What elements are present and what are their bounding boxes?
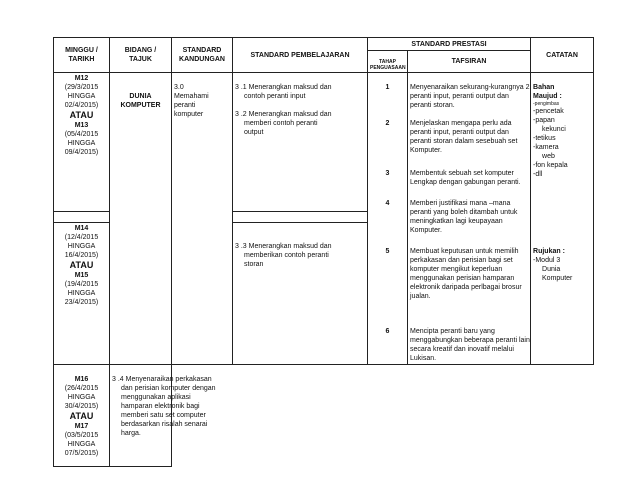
sp-cell-2: 3 .3 Menerangkan maksud dan memberikan contoh peranti storan	[233, 222, 368, 364]
tafsiran-tahap-1: Menyenaraikan sekurang-kurangnya 2 peranti input, peranti output dan peranti storan.	[410, 84, 530, 109]
tafsiran-tahap-4: Memberi justifikasi mana –mana peranti yang boleh ditambah untuk meningkatkan lagi keupayaan Komputer.	[410, 200, 518, 234]
sp-cell-3: 3 .4 Menyenaraikan perkakasan dan perisian komputer dengan menggunakan aplikasi hamparan elektronik bagi memberi satu set computer berdasarkan risalah senarai harga.	[110, 365, 172, 467]
header-catatan: CATATAN	[531, 38, 594, 73]
standard-kandungan-cell: 3.0 Memahami peranti komputer	[172, 73, 233, 365]
header-row	[54, 38, 594, 51]
tafsiran-tahap-5: Membuat keputusan untuk memilih perkakasan dan perisian bagi set komputer mengikut keperluan menggunakan perisian hamparan elektronik daripada perlbagai brosur jualan.	[410, 248, 522, 300]
week-cell-3: M16 (26/4/2015 HINGGA 30/4/2015) ATAU M17 (03/5/2015 HINGGA 07/5/2015)	[54, 365, 110, 467]
header-standard-pembelajaran: STANDARD PEMBELAJARAN	[233, 38, 368, 73]
tafsiran-tahap-3: Membentuk sebuah set komputer Lengkap dengan gabungan peranti.	[410, 170, 521, 186]
tahap-cell: 1 2 3 4 5 6	[368, 73, 408, 365]
rpt-table	[53, 37, 594, 467]
header-bidang: BIDANG / TAJUK	[110, 38, 172, 73]
bidang-cell: DUNIA KOMPUTER	[110, 73, 172, 365]
week-cell-1: M12 (29/3/2015 HINGGA 02/4/2015) ATAU M13 (05/4/2015 HINGGA 09/4/2015)	[54, 73, 110, 212]
header-tahap: TAHAP PENGUASAAN	[368, 51, 408, 73]
tafsiran-tahap-2: Menjelaskan mengapa perlu ada peranti input, peranti output dan peranti storan dalam sesebuah set Komputer.	[410, 120, 518, 154]
header-standard-prestasi: STANDARD PRESTASI	[368, 38, 531, 51]
tafsiran-cell	[408, 73, 531, 365]
header-minggu: MINGGU / TARIKH	[54, 38, 110, 73]
sp-cell-1: 3 .1 Menerangkan maksud dan contoh peranti input 3 .2 Menerangkan maksud dan memberi contoh peranti output	[233, 73, 368, 212]
catatan-cell: Bahan Maujud : -pengimbas -pencetak -papan kekunci -tetikus -kamera web -fon kepala -dll Rujukan : -Modul 3 Dunia Komputer	[531, 73, 594, 365]
tafsiran-tahap-6: Mencipta peranti baru yang menggabungkan beberapa peranti lain secara kreatif dan inovatif melalui Lukisan.	[410, 328, 530, 362]
header-tafsiran: TAFSIRAN	[408, 51, 531, 73]
table-row	[54, 73, 594, 212]
table-row	[54, 365, 594, 467]
week-cell-2: M14 (12/4/2015 HINGGA 16/4/2015) ATAU M15 (19/4/2015 HINGGA 23/4/2015)	[54, 222, 110, 364]
header-standard-kandungan: STANDARD KANDUNGAN	[172, 38, 233, 73]
